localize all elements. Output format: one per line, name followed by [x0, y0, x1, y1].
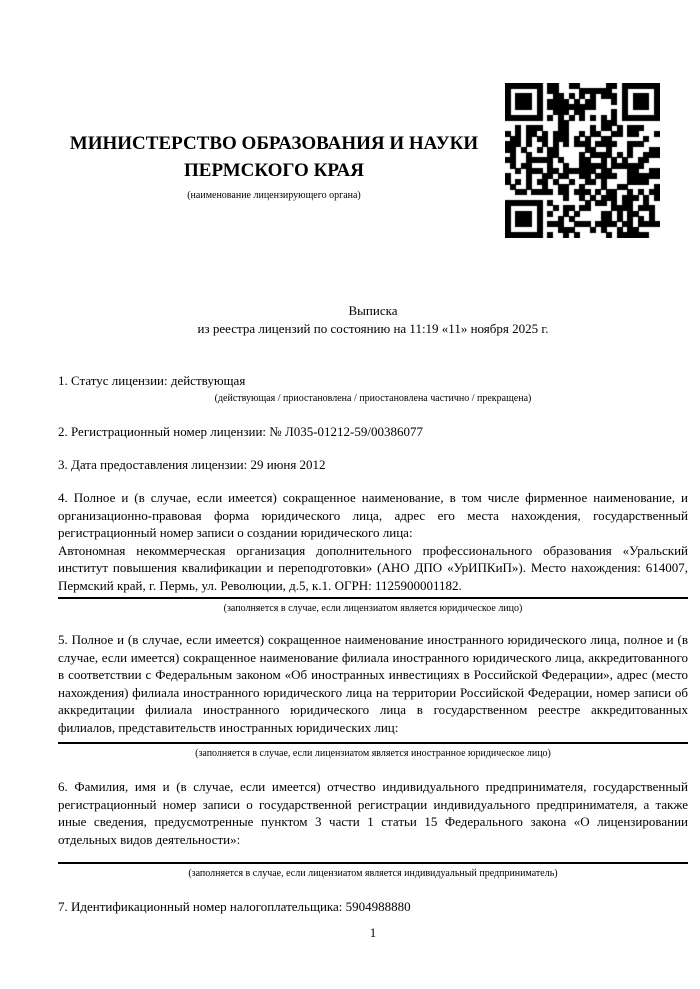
- document-body: [58, 302, 688, 916]
- section-7-taxpayer-number: 7. Идентификационный номер налогоплательщика: 5904988880: [58, 899, 411, 914]
- section-6-rule: [58, 862, 688, 864]
- section-4-text: 4. Полное и (в случае, если имеется) сокращенное наименование, в том числе фирменное наименование, и организационно-правовая форма юридического лица, адрес его места нахождения, государственный регистрационный номер записи о создании юридического лица:: [58, 490, 688, 540]
- page-number: 1: [369, 925, 377, 940]
- section-4-value: Автономная некоммерческая организация дополнительного профессионального образования «Уральский институт повышения квалификации и переподготовки» (АНО ДПО «УрИПКиП»). Место нахождения: 614007, Пермский край, г. Пермь, ул. Революции, д.5, к.1. ОГРН: 1125900001182.: [58, 542, 688, 593]
- document-title-line1: Выписка: [348, 303, 398, 318]
- section-2-registration-number: 2. Регистрационный номер лицензии: № Л035-01212-59/00386077: [58, 423, 424, 439]
- document-title-line2: из реестра лицензий по состоянию на 11:19 «11» ноября 2025 г.: [197, 321, 549, 336]
- ministry-caption: (наименование лицензирующего органа): [187, 190, 361, 201]
- section-1-note: (действующая / приостановлена / приостановлена частично / прекращена): [214, 392, 532, 404]
- qr-code-icon: [505, 83, 660, 238]
- licensing-authority-name: [58, 130, 490, 202]
- section-1-license-status: 1. Статус лицензии: действующая: [58, 373, 246, 388]
- section-4-rule: [58, 597, 688, 599]
- section-4-note: (заполняется в случае, если лицензиатом является юридическое лицо): [223, 603, 523, 614]
- section-6-note: (заполняется в случае, если лицензиатом является индивидуальный предприниматель): [188, 868, 558, 879]
- ministry-name-line2: ПЕРМСКОГО КРАЯ: [184, 160, 364, 181]
- section-5-foreign-entity: 5. Полное и (в случае, если имеется) сокращенное наименование иностранного юридического лица, полное и (в случае, если имеется) сокращенное наименование филиала иностранного юридического лица, аккредитованного в соответствии с Федеральным законом «Об иностранных инвестициях в Российской Федерации», адрес (место нахождения) филиала иностранного юридического лица на территории Российской Федерации, номер записи об аккредитации филиала иностранного юридического лица в государственном реестре аккредитованных филиалов, представительств иностранных юридических лиц:: [58, 632, 688, 735]
- section-4-legal-entity: [58, 489, 688, 594]
- ministry-name-line1: МИНИСТЕРСТВО ОБРАЗОВАНИЯ И НАУКИ: [69, 133, 479, 154]
- section-5-note: (заполняется в случае, если лицензиатом является иностранное юридическое лицо): [195, 748, 551, 759]
- section-5-rule: [58, 742, 688, 744]
- section-3-license-date: 3. Дата предоставления лицензии: 29 июня 2012: [58, 457, 326, 472]
- section-6-individual-entrepreneur: 6. Фамилия, имя и (в случае, если имеется) отчество индивидуального предпринимателя, государственный регистрационный номер записи о государственной регистрации индивидуального предпринимателя, а также иные сведения, предусмотренные пунктом 3 части 1 статьи 15 Федерального закона «О лицензировании отдельных видов деятельности»:: [58, 779, 688, 847]
- document-title: [58, 302, 688, 338]
